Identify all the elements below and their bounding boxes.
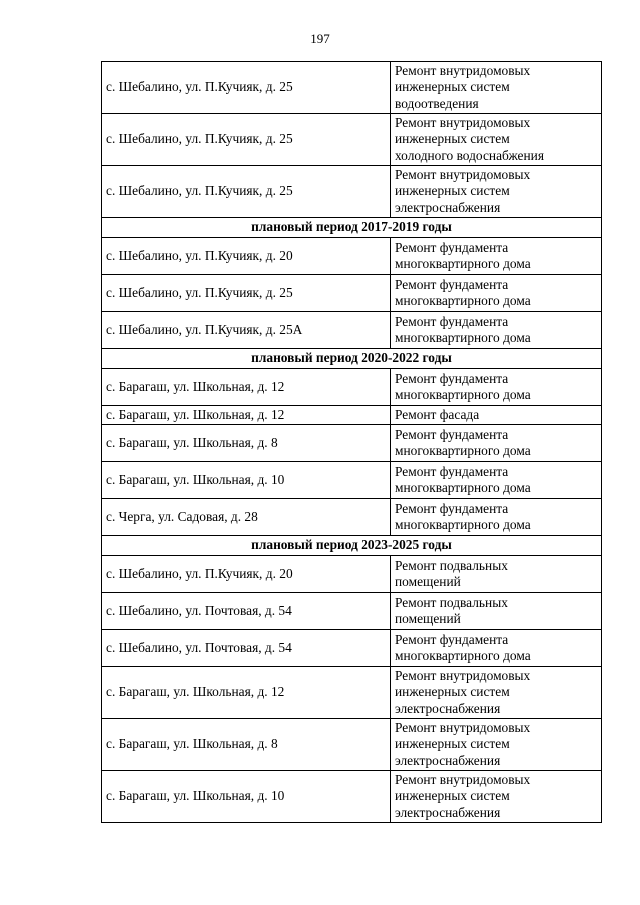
work-type-cell [391, 462, 602, 499]
address-cell: с. Барагаш, ул. Школьная, д. 12 [102, 406, 391, 425]
work-type-line: Ремонт внутридомовых [395, 115, 531, 131]
work-type-line: электроснабжения [395, 199, 501, 215]
address-cell: с. Шебалино, ул. П.Кучияк, д. 25 [102, 166, 391, 218]
work-type-line: Ремонт подвальных [395, 557, 508, 573]
table-row [102, 406, 602, 425]
period-header: плановый период 2020-2022 годы [102, 349, 602, 369]
work-type-line: Ремонт фундамента [395, 426, 509, 442]
table-row [102, 667, 602, 719]
work-type-cell [391, 425, 602, 462]
period-header-row [102, 349, 602, 369]
work-type-line: Ремонт подвальных [395, 594, 508, 610]
work-type-line: многоквартирного дома [395, 648, 531, 663]
work-type-line: многоквартирного дома [395, 293, 531, 308]
work-type-cell [391, 238, 602, 275]
work-type-line: электроснабжения [395, 752, 501, 768]
address-cell: с. Шебалино, ул. Почтовая, д. 54 [102, 593, 391, 630]
work-type-line: Ремонт фундамента [395, 463, 509, 479]
work-type-line: помещений [395, 574, 461, 589]
page-number: 197 [310, 31, 330, 46]
address-cell: с. Шебалино, ул. П.Кучияк, д. 20 [102, 238, 391, 275]
work-type-line: многоквартирного дома [395, 443, 531, 458]
period-header: плановый период 2023-2025 годы [102, 536, 602, 556]
work-type-cell [391, 369, 602, 406]
work-type-line: инженерных систем [395, 736, 510, 752]
work-type-line: инженерных систем [395, 788, 510, 804]
work-type-line: многоквартирного дома [395, 330, 531, 345]
work-type-line: электроснабжения [395, 700, 501, 716]
work-type-cell [391, 667, 602, 719]
work-type-line: Ремонт внутридомовых [395, 167, 531, 183]
work-type-line: инженерных систем [395, 131, 510, 147]
address-cell: с. Шебалино, ул. П.Кучияк, д. 25А [102, 312, 391, 349]
table-row [102, 556, 602, 593]
table-row [102, 62, 602, 114]
work-type-line: инженерных систем [395, 684, 510, 700]
work-type-line: помещений [395, 611, 461, 626]
work-type-cell [391, 499, 602, 536]
work-type-line: Ремонт фундамента [395, 276, 509, 292]
work-type-line: многоквартирного дома [395, 256, 531, 271]
work-type-cell [391, 62, 602, 114]
work-type-line: Ремонт внутридомовых [395, 720, 531, 736]
work-type-line: инженерных систем [395, 79, 510, 95]
work-type-cell [391, 312, 602, 349]
period-header-row [102, 536, 602, 556]
work-type-cell [391, 630, 602, 667]
work-type-line: Ремонт внутридомовых [395, 772, 531, 788]
work-type-cell [391, 275, 602, 312]
work-type-line: многоквартирного дома [395, 480, 531, 495]
address-cell: с. Барагаш, ул. Школьная, д. 8 [102, 425, 391, 462]
address-cell: с. Шебалино, ул. Почтовая, д. 54 [102, 630, 391, 667]
work-type-cell [391, 166, 602, 218]
work-type-line: Ремонт фундамента [395, 631, 509, 647]
work-type-cell [391, 771, 602, 823]
address-cell: с. Барагаш, ул. Школьная, д. 10 [102, 771, 391, 823]
address-cell: с. Барагаш, ул. Школьная, д. 12 [102, 369, 391, 406]
table-row [102, 238, 602, 275]
table-row [102, 593, 602, 630]
address-cell: с. Шебалино, ул. П.Кучияк, д. 25 [102, 62, 391, 114]
table-row [102, 462, 602, 499]
table-row [102, 275, 602, 312]
period-header: плановый период 2017-2019 годы [102, 218, 602, 238]
table-row [102, 719, 602, 771]
table-row [102, 499, 602, 536]
work-type-line: Ремонт фундамента [395, 370, 509, 386]
work-type-cell [391, 556, 602, 593]
table-row [102, 312, 602, 349]
table-row [102, 425, 602, 462]
work-type-line: электроснабжения [395, 804, 501, 820]
repair-works-table-body [102, 62, 602, 823]
work-type-cell [391, 593, 602, 630]
address-cell: с. Черга, ул. Садовая, д. 28 [102, 499, 391, 536]
work-type-line: инженерных систем [395, 183, 510, 199]
table-row [102, 166, 602, 218]
period-header-row [102, 218, 602, 238]
work-type-line: Ремонт внутридомовых [395, 63, 531, 79]
address-cell: с. Шебалино, ул. П.Кучияк, д. 20 [102, 556, 391, 593]
work-type-line: Ремонт фасада [395, 406, 480, 422]
repair-works-table [101, 61, 602, 823]
table-row [102, 114, 602, 166]
address-cell: с. Барагаш, ул. Школьная, д. 12 [102, 667, 391, 719]
table-row [102, 369, 602, 406]
work-type-line: холодного водоснабжения [395, 147, 544, 163]
work-type-line: водоотведения [395, 95, 479, 111]
work-type-line: многоквартирного дома [395, 387, 531, 402]
address-cell: с. Барагаш, ул. Школьная, д. 10 [102, 462, 391, 499]
address-cell: с. Барагаш, ул. Школьная, д. 8 [102, 719, 391, 771]
work-type-line: Ремонт внутридомовых [395, 668, 531, 684]
work-type-line: Ремонт фундамента [395, 500, 509, 516]
work-type-line: Ремонт фундамента [395, 313, 509, 329]
work-type-line: Ремонт фундамента [395, 239, 509, 255]
work-type-line: многоквартирного дома [395, 517, 531, 532]
work-type-cell [391, 719, 602, 771]
table-row [102, 630, 602, 667]
work-type-cell [391, 114, 602, 166]
work-type-cell [391, 406, 602, 425]
address-cell: с. Шебалино, ул. П.Кучияк, д. 25 [102, 114, 391, 166]
address-cell: с. Шебалино, ул. П.Кучияк, д. 25 [102, 275, 391, 312]
table-row [102, 771, 602, 823]
